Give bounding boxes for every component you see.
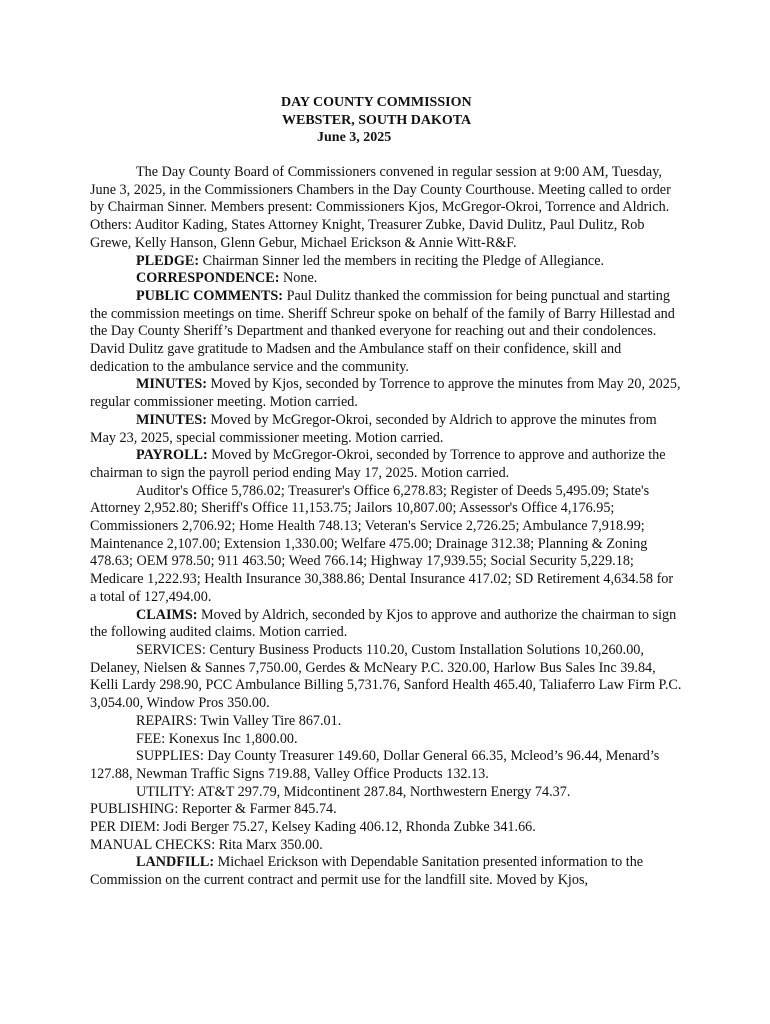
supplies-paragraph: SUPPLIES: Day County Treasurer 149.60, Dollar General 66.35, Mcleod’s 96.44, Menard’s 127.88, Newman Traffic Signs 719.88, Valley Office Products 132.13.	[90, 748, 660, 782]
header-title: DAY COUNTY COMMISSION	[281, 95, 472, 110]
pledge-text: Chairman Sinner led the members in reciting the Pledge of Allegiance.	[199, 252, 605, 269]
document-body	[90, 164, 682, 890]
landfill-text: Michael Erickson with Dependable Sanitation presented information to the Commission on the current contract and permit use for the landfill site. Moved by Kjos,	[90, 854, 644, 889]
header-location: WEBSTER, SOUTH DAKOTA	[282, 112, 472, 128]
payroll-paragraph	[90, 447, 682, 482]
minutes-text-1: Moved by Kjos, seconded by Torrence to approve the minutes from May 20, 2025, regular commissioner meeting. Motion carried.	[90, 376, 681, 411]
public-comments-paragraph	[90, 288, 682, 377]
public-comments-label: PUBLIC COMMENTS:	[136, 287, 284, 304]
correspondence-label: CORRESPONDENCE:	[136, 270, 280, 287]
claims-paragraph	[90, 607, 682, 642]
per-diem-paragraph: PER DIEM: Jodi Berger 75.27, Kelsey Kading 406.12, Rhonda Zubke 341.66.	[90, 819, 536, 836]
document-header	[0, 94, 770, 147]
minutes-paragraph-1	[90, 376, 682, 411]
publishing-paragraph: PUBLISHING: Reporter & Farmer 845.74.	[90, 801, 337, 818]
services-paragraph: SERVICES: Century Business Products 110.20, Custom Installation Solutions 10,260.00, Delaney, Nielsen & Sannes 7,750.00, Gerdes & McNeary P.C. 320.00, Harlow Bus Sales Inc 39.84, Kelli Lardy 298.90, PCC Ambulance Billing 5,731.76, Sanford Health 465.40, Taliaferro Law Firm P.C. 3,054.00, Window Pros 350.00.	[90, 641, 682, 712]
claims-label: CLAIMS:	[136, 606, 198, 623]
landfill-paragraph	[90, 854, 682, 889]
minutes-label-1: MINUTES:	[136, 376, 207, 393]
correspondence-text: None.	[279, 270, 318, 287]
pledge-paragraph	[90, 253, 682, 271]
correspondence-paragraph	[90, 270, 682, 288]
landfill-label: LANDFILL:	[136, 854, 215, 871]
header-date: June 3, 2025	[317, 130, 392, 145]
minutes-text-2: Moved by McGregor-Okroi, seconded by Aldrich to approve the minutes from May 23, 2025, special commissioner meeting. Motion carried.	[90, 411, 657, 446]
payroll-detail-paragraph: Auditor's Office 5,786.02; Treasurer's Office 6,278.83; Register of Deeds 5,495.09; State's Attorney 2,952.80; Sheriff's Office 11,153.75; Jailors 10,807.00; Assessor's Office 4,176.95; Commissioners 2,706.92; Home Health 748.13; Veteran's Service 2,726.25; Ambulance 7,918.99; Maintenance 2,107.00; Extension 1,330.00; Welfare 475.00; Drainage 312.38; Planning & Zoning 478.63; OEM 978.50; 911 463.50; Weed 766.14; Highway 17,939.55; Social Security 5,229.18; Medicare 1,222.93; Health Insurance 30,388.86; Dental Insurance 417.02; SD Retirement 4,634.58 for a total of 127,494.00.	[90, 482, 674, 605]
minutes-label-2: MINUTES:	[136, 411, 207, 428]
pledge-label: PLEDGE:	[136, 252, 200, 269]
utility-paragraph: UTILITY: AT&T 297.79, Midcontinent 287.84, Northwestern Energy 74.37.	[136, 783, 571, 800]
fee-paragraph: FEE: Konexus Inc 1,800.00.	[136, 730, 298, 747]
public-comments-text: Paul Dulitz thanked the commission for being punctual and starting the commission meetings on time. Sheriff Schreur spoke on behalf of the family of Barry Hillestad and the Day County Sheriff’s Department and thanked everyone for reaching out and their condolences. David Dulitz gave gratitude to Madsen and the Ambulance staff on their confidence, skill and dedication to the ambulance service and the community.	[90, 287, 675, 375]
intro-paragraph: The Day County Board of Commissioners convened in regular session at 9:00 AM, Tuesday, June 3, 2025, in the Commissioners Chambers in the Day County Courthouse. Meeting called to order by Chairman Sinner. Members present: Commissioners Kjos, McGregor-Okroi, Torrence and Aldrich. Others: Auditor Kading, States Attorney Knight, Treasurer Zubke, David Dulitz, Paul Dulitz, Rob Grewe, Kelly Hanson, Glenn Gebur, Michael Erickson & Annie Witt-R&F.	[90, 164, 671, 251]
minutes-paragraph-2	[90, 412, 682, 447]
claims-text: Moved by Aldrich, seconded by Kjos to approve and authorize the chairman to sign the following audited claims. Motion carried.	[90, 606, 677, 641]
payroll-label: PAYROLL:	[136, 447, 208, 464]
repairs-paragraph: REPAIRS: Twin Valley Tire 867.01.	[136, 712, 342, 729]
payroll-text: Moved by McGregor-Okroi, seconded by Torrence to approve and authorize the chairman to sign the payroll period ending May 17, 2025. Motion carried.	[90, 447, 666, 481]
manual-checks-paragraph: MANUAL CHECKS: Rita Marx 350.00.	[90, 836, 323, 853]
